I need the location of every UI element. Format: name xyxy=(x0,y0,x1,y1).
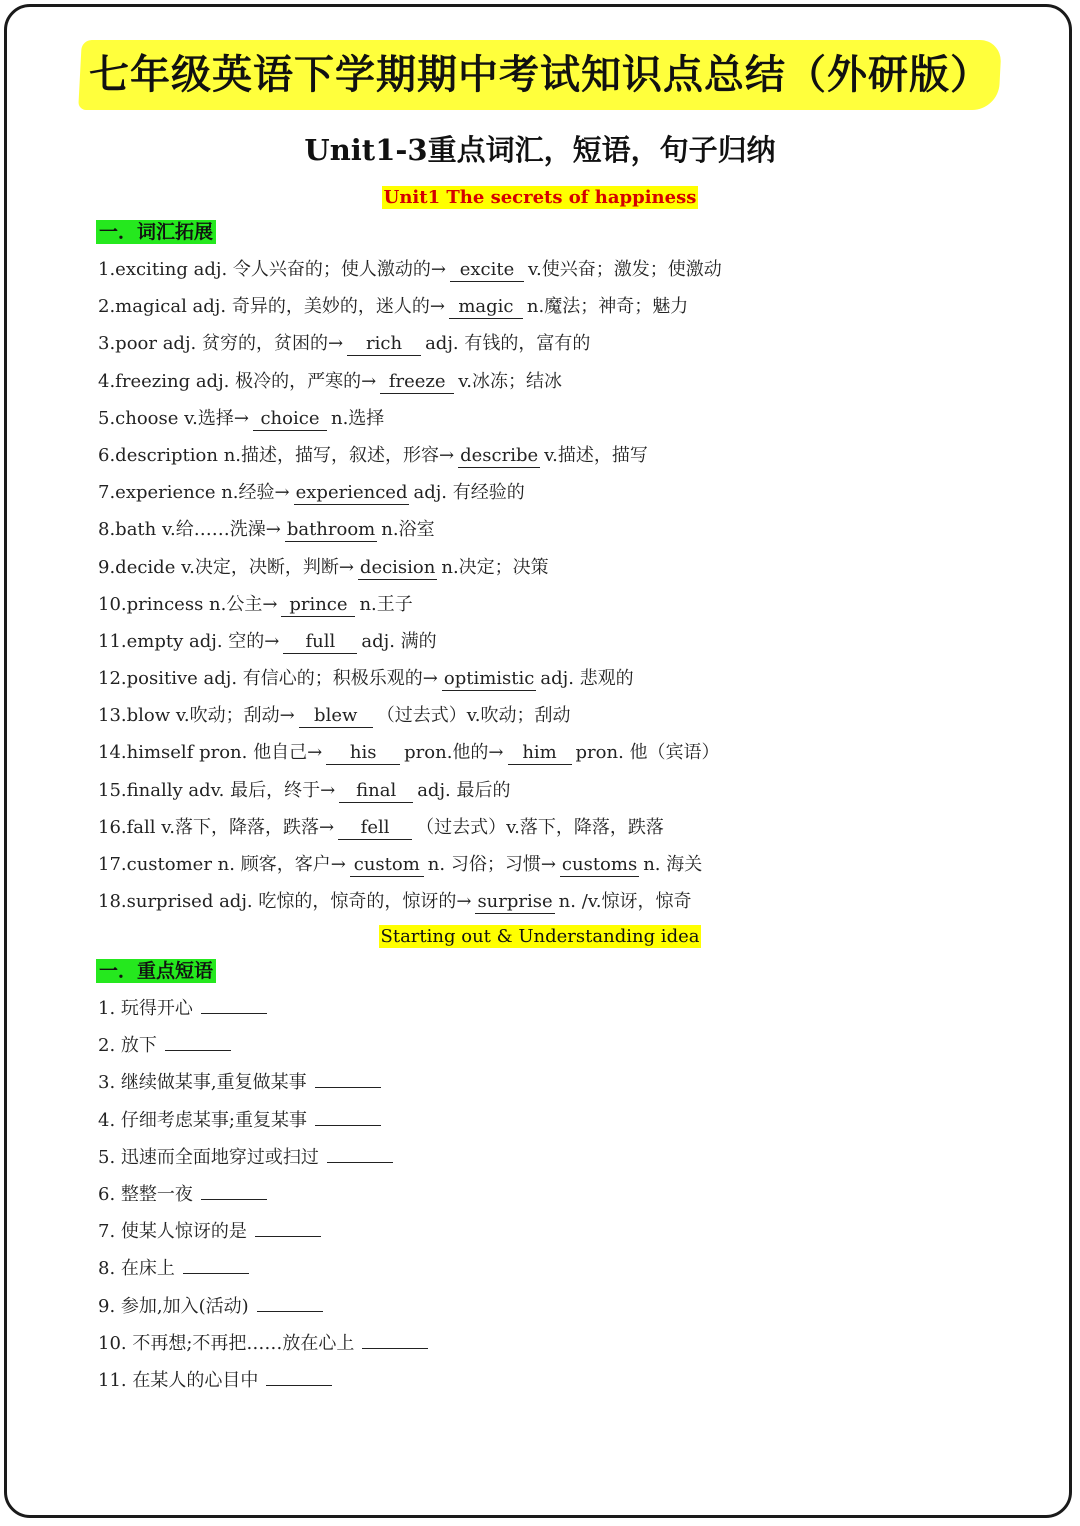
section-title xyxy=(0,925,1080,949)
phrase-list xyxy=(98,990,428,1399)
phrase-item xyxy=(98,1064,428,1101)
vocab-section-text: 一．词汇拓展 xyxy=(96,220,216,244)
answer-blank[interactable] xyxy=(165,1030,231,1051)
vocab-answer: final xyxy=(339,780,413,803)
vocab-item xyxy=(98,734,722,771)
vocab-prompt: 16.fall v.落下，降落，跌落→ xyxy=(98,816,335,838)
vocab-meaning: adj. 悲观的 xyxy=(540,668,634,690)
vocab-answer: bathroom xyxy=(286,519,376,541)
vocab-item xyxy=(98,511,722,548)
vocab-answer: describe xyxy=(460,444,539,466)
vocab-item xyxy=(98,883,722,920)
answer-blank[interactable] xyxy=(201,1179,267,1200)
answer-blank[interactable] xyxy=(266,1365,332,1386)
phrase-text: 7. 使某人惊讶的是 xyxy=(98,1221,247,1243)
phrase-text: 10. 不再想;不再把……放在心上 xyxy=(98,1332,355,1354)
vocab-item xyxy=(98,400,722,437)
vocab-prompt: 14.himself pron. 他自己→ xyxy=(98,742,323,764)
vocab-answer: magic xyxy=(449,296,523,319)
phrase-item xyxy=(98,990,428,1027)
vocab-meaning: n. 海关 xyxy=(643,854,703,875)
vocab-meaning: v.使兴奋；激发；使激动 xyxy=(528,259,722,280)
vocab-answer: prince xyxy=(281,594,355,617)
vocab-meaning: adj. 有钱的，富有的 xyxy=(425,333,591,355)
phrase-text: 3. 继续做某事,重复做某事 xyxy=(98,1072,307,1094)
answer-blank[interactable] xyxy=(362,1328,428,1349)
phrase-item xyxy=(98,1102,428,1139)
vocab-item xyxy=(98,251,722,288)
vocab-item xyxy=(98,549,722,586)
vocab-meaning: adj. 满的 xyxy=(361,630,437,652)
vocab-meaning: n. 习俗；习惯→ xyxy=(427,854,556,875)
vocab-meaning: n.魔法；神奇；魅力 xyxy=(526,296,689,318)
vocab-prompt: 3.poor adj. 贫穷的，贫困的→ xyxy=(98,333,344,355)
vocab-answer: him xyxy=(508,742,572,765)
phrase-item xyxy=(98,1176,428,1213)
phrase-text: 1. 玩得开心 xyxy=(98,998,193,1019)
vocab-list xyxy=(98,251,722,920)
vocab-meaning: n.决定；决策 xyxy=(441,556,549,578)
vocab-meaning: （过去式）v.落下，降落，跌落 xyxy=(416,816,664,838)
phrase-item xyxy=(98,1288,428,1325)
phrases-section-text: 一．重点短语 xyxy=(96,959,216,983)
unit-title xyxy=(0,186,1080,210)
vocab-answer: excite xyxy=(450,259,524,282)
vocab-answer: surprise xyxy=(477,891,553,913)
phrase-text: 11. 在某人的心目中 xyxy=(98,1369,259,1391)
vocab-answer: customs xyxy=(561,854,638,875)
vocab-meaning: adj. 有经验的 xyxy=(413,482,525,504)
vocab-prompt: 8.bath v.给……洗澡→ xyxy=(98,519,281,541)
vocab-item xyxy=(98,288,722,325)
vocab-meaning: adj. 最后的 xyxy=(417,779,511,801)
vocab-answer: optimistic xyxy=(443,668,535,690)
answer-blank[interactable] xyxy=(327,1142,393,1163)
vocab-prompt: 7.experience n.经验→ xyxy=(98,482,290,504)
vocab-item xyxy=(98,809,722,846)
subtitle: Unit1-3重点词汇，短语，句子归纳 xyxy=(304,133,776,167)
vocab-item xyxy=(98,697,722,734)
answer-blank[interactable] xyxy=(257,1291,323,1312)
vocab-item xyxy=(98,325,722,362)
vocab-answer: his xyxy=(326,742,400,765)
vocab-prompt: 9.decide v.决定，决断，判断→ xyxy=(98,556,354,578)
page-title: 七年级英语下学期期中考试知识点总结（外研版） xyxy=(89,52,991,98)
vocab-prompt: 2.magical adj. 奇异的，美妙的，迷人的→ xyxy=(98,296,445,318)
answer-blank[interactable] xyxy=(315,1105,381,1126)
vocab-prompt: 10.princess n.公主→ xyxy=(98,593,278,615)
vocab-meaning: n.选择 xyxy=(330,407,385,429)
vocab-item xyxy=(98,586,722,623)
phrase-item xyxy=(98,1213,428,1250)
section-title-text: Starting out & Understanding idea xyxy=(380,926,700,947)
vocab-answer: full xyxy=(283,631,357,654)
vocab-prompt: 6.description n.描述，描写，叙述，形容→ xyxy=(98,444,455,466)
vocab-prompt: 12.positive adj. 有信心的；积极乐观的→ xyxy=(98,668,438,690)
vocab-answer: decision xyxy=(359,556,436,578)
vocab-prompt: 17.customer n. 顾客，客户→ xyxy=(98,854,346,875)
vocab-answer: freeze xyxy=(380,371,454,394)
vocab-prompt: 13.blow v.吹动；刮动→ xyxy=(98,705,295,727)
answer-blank[interactable] xyxy=(255,1216,321,1237)
phrase-text: 9. 参加,加入(活动) xyxy=(98,1295,249,1317)
phrase-text: 5. 迅速而全面地穿过或扫过 xyxy=(98,1146,319,1168)
answer-blank[interactable] xyxy=(201,993,267,1014)
phrase-item xyxy=(98,1250,428,1287)
phrase-item xyxy=(98,1139,428,1176)
unit-title-text: Unit1 The secrets of happiness xyxy=(383,187,697,208)
vocab-item xyxy=(98,474,722,511)
phrase-text: 8. 在床上 xyxy=(98,1258,175,1280)
vocab-item xyxy=(98,363,722,400)
vocab-prompt: 5.choose v.选择→ xyxy=(98,407,249,429)
vocab-prompt: 1.exciting adj. 令人兴奋的；使人激动的→ xyxy=(98,259,447,280)
vocab-meaning: pron. 他（宾语） xyxy=(575,742,720,764)
phrase-item xyxy=(98,1362,428,1399)
vocab-prompt: 4.freezing adj. 极冷的，严寒的→ xyxy=(98,370,377,392)
vocab-item xyxy=(98,623,722,660)
vocab-meaning: （过去式）v.吹动；刮动 xyxy=(376,705,571,727)
vocab-answer: blew xyxy=(299,705,373,728)
vocab-meaning: n.王子 xyxy=(359,593,413,615)
vocab-prompt: 18.surprised adj. 吃惊的，惊奇的，惊讶的→ xyxy=(98,891,472,913)
vocab-item xyxy=(98,437,722,474)
vocab-answer: choice xyxy=(253,408,327,431)
answer-blank[interactable] xyxy=(183,1253,249,1274)
phrase-text: 2. 放下 xyxy=(98,1035,157,1057)
phrase-item xyxy=(98,1325,428,1362)
vocab-answer: fell xyxy=(338,817,412,840)
answer-blank[interactable] xyxy=(315,1067,381,1088)
vocab-meaning: n. /v.惊讶，惊奇 xyxy=(558,891,692,913)
vocab-meaning: pron.他的→ xyxy=(404,742,504,764)
phrase-text: 6. 整整一夜 xyxy=(98,1183,193,1205)
vocab-prompt: 11.empty adj. 空的→ xyxy=(98,630,280,652)
vocab-answer: rich xyxy=(347,333,421,356)
vocab-item xyxy=(98,772,722,809)
vocab-section-label xyxy=(96,220,216,244)
vocab-item xyxy=(98,846,722,883)
vocab-meaning: v.描述，描写 xyxy=(544,444,648,466)
vocab-meaning: n.浴室 xyxy=(381,519,435,541)
vocab-meaning: v.冰冻；结冰 xyxy=(458,370,562,392)
vocab-answer: experienced xyxy=(295,482,408,504)
vocab-item xyxy=(98,660,722,697)
vocab-answer: custom xyxy=(350,854,424,877)
vocab-prompt: 15.finally adv. 最后，终于→ xyxy=(98,779,336,801)
phrases-section-label xyxy=(96,959,216,983)
phrase-item xyxy=(98,1027,428,1064)
phrase-text: 4. 仔细考虑某事;重复某事 xyxy=(98,1109,307,1131)
